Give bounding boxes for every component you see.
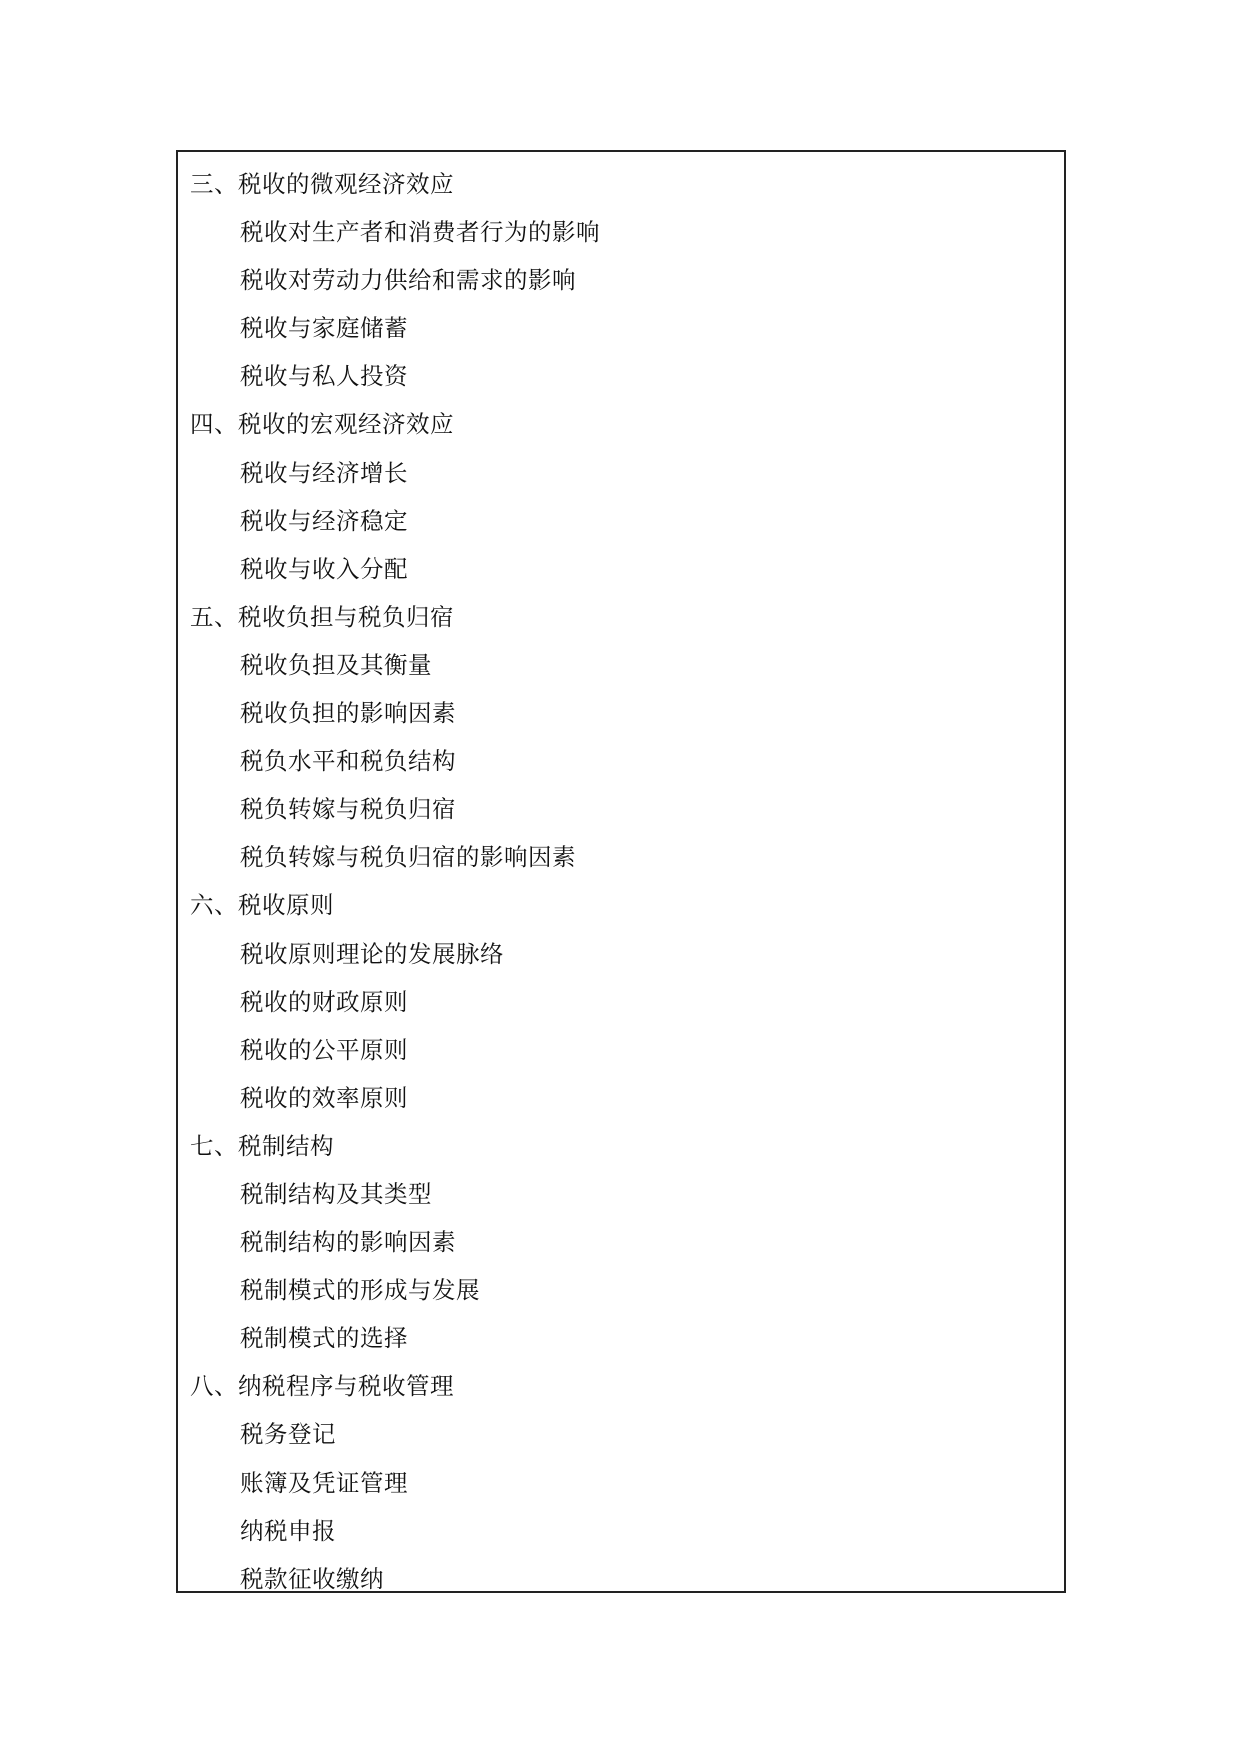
sub-item: 账簿及凭证管理	[240, 1468, 408, 1497]
section-title: 七、税制结构	[190, 1131, 334, 1160]
sub-item-list	[178, 645, 600, 885]
sub-item-list	[178, 1414, 600, 1606]
sub-item: 税收与经济稳定	[240, 506, 408, 535]
section-5	[178, 597, 600, 886]
sub-item: 税收与经济增长	[240, 458, 408, 487]
section-4	[178, 404, 600, 596]
section-7	[178, 1126, 600, 1366]
section-title: 八、纳税程序与税收管理	[190, 1372, 454, 1401]
sub-item: 税负转嫁与税负归宿	[240, 795, 456, 824]
sub-item: 税务登记	[240, 1420, 336, 1449]
sub-item-list	[178, 934, 600, 1126]
sub-item: 税收负担及其衡量	[240, 650, 432, 679]
sub-item: 税制结构的影响因素	[240, 1228, 456, 1257]
sub-item: 税款征收缴纳	[240, 1564, 384, 1593]
outline-list	[178, 164, 600, 1607]
section-8	[178, 1366, 600, 1606]
section-title: 六、税收原则	[190, 891, 334, 920]
sub-item: 纳税申报	[240, 1516, 336, 1545]
sub-item: 税收对生产者和消费者行为的影响	[240, 218, 600, 247]
section-title: 四、税收的宏观经济效应	[190, 410, 454, 439]
sub-item: 税收负担的影响因素	[240, 699, 456, 728]
sub-item: 税制模式的形成与发展	[240, 1276, 480, 1305]
sub-item: 税负转嫁与税负归宿的影响因素	[240, 843, 576, 872]
sub-item: 税收原则理论的发展脉络	[240, 939, 504, 968]
section-3	[178, 164, 600, 404]
sub-item: 税收的效率原则	[240, 1083, 408, 1112]
sub-item: 税制结构及其类型	[240, 1179, 432, 1208]
section-title: 三、税收的微观经济效应	[190, 170, 454, 198]
section-6	[178, 885, 600, 1125]
sub-item: 税制模式的选择	[240, 1324, 408, 1353]
sub-item-list	[178, 212, 600, 404]
sub-item: 税收与收入分配	[240, 554, 408, 583]
outline-table	[176, 150, 1066, 1593]
sub-item-list	[178, 1174, 600, 1366]
sub-item: 税收与家庭储蓄	[240, 314, 408, 343]
sub-item: 税收对劳动力供给和需求的影响	[240, 266, 576, 295]
section-title: 五、税收负担与税负归宿	[190, 602, 454, 631]
sub-item: 税收与私人投资	[240, 362, 408, 391]
sub-item: 税收的公平原则	[240, 1035, 408, 1064]
sub-item-list	[178, 453, 600, 597]
sub-item: 税负水平和税负结构	[240, 747, 456, 776]
sub-item: 税收的财政原则	[240, 987, 408, 1016]
